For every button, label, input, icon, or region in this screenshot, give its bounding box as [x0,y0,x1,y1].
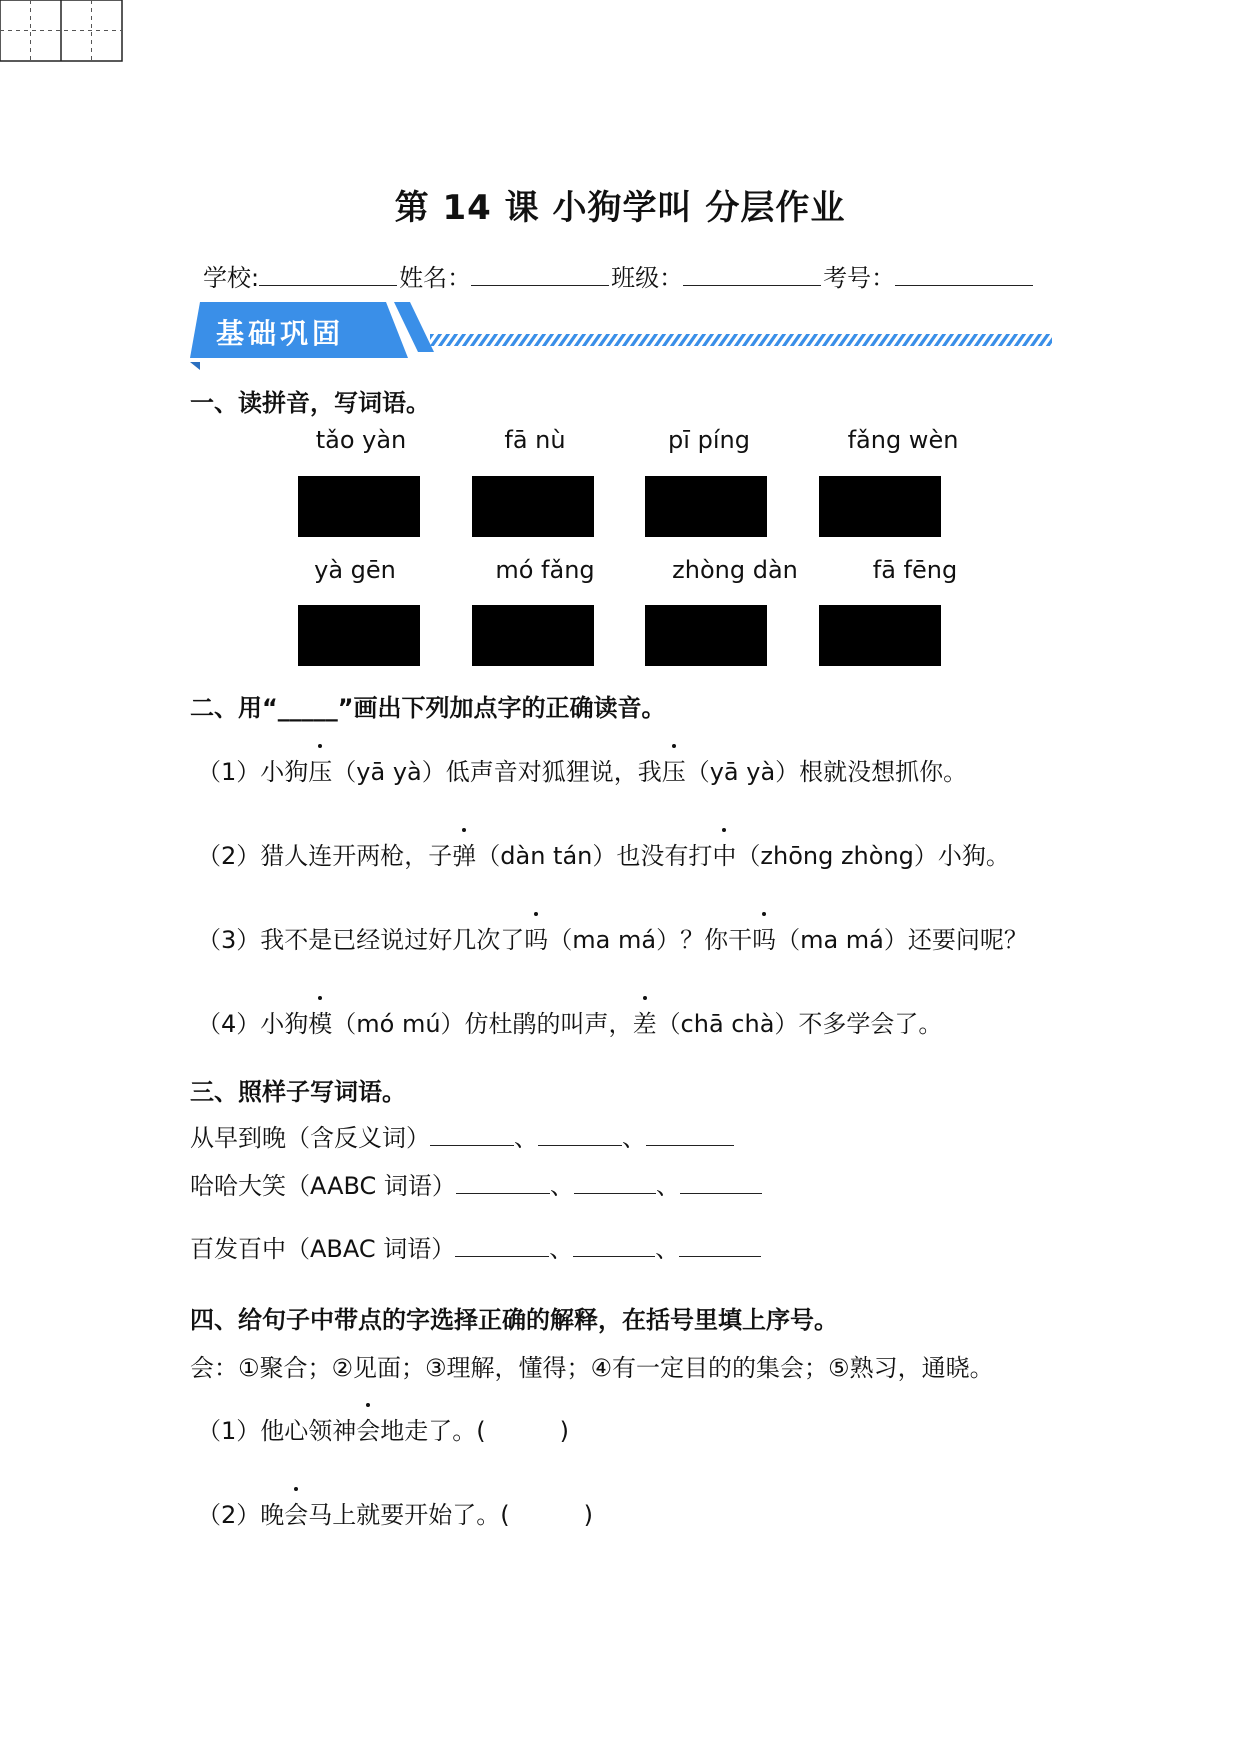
answer-blank[interactable] [574,1171,656,1194]
dotted-char: 压 [662,752,686,787]
q4-sentence-2: （2）晚会马上就要开始了。( ) [197,1495,593,1530]
banner-label: 基础巩固 [216,317,345,350]
class-label: 班级： [611,264,684,292]
answer-blank[interactable] [430,1123,514,1146]
writing-grids [0,0,1240,700]
q3-row-2: 哈哈大笑（AABC 词语） 、 、 [190,1166,762,1201]
dotted-char: 压 [308,752,332,787]
answer-blank[interactable] [456,1171,550,1194]
dotted-char: 会 [284,1495,308,1530]
answer-blank[interactable] [455,1234,549,1257]
pinyin-7: zhòng dàn [672,556,798,584]
dotted-char: 会 [356,1411,380,1446]
dotted-char: 弹 [452,836,476,871]
q3-row-1: 从早到晚（含反义词） 、 、 [190,1118,734,1153]
grid-4[interactable] [819,476,941,537]
pinyin-5: yà gēn [314,556,396,584]
dotted-char: 中 [712,836,736,871]
answer-blank[interactable] [679,1234,761,1257]
school-label: 学校: [203,264,260,292]
question-3-title: 三、照样子写词语。 [190,1078,406,1106]
grid-2[interactable] [472,476,594,537]
q2-sentence-2: （2）猎人连开两枪，子弹（dàn tán）也没有打中（zhōng zhòng）小狗。 [197,836,1010,871]
dotted-char: 模 [308,1004,332,1039]
q4-sentence-1: （1）他心领神会地走了。( ) [197,1411,569,1446]
pinyin-2: fā nù [504,426,566,454]
exam-no-label: 考号： [823,264,896,292]
grid-1[interactable] [298,476,420,537]
dotted-char: 吗 [524,920,548,955]
dotted-char: 差 [633,1004,657,1039]
q3-row-3: 百发百中（ABAC 词语） 、 、 [190,1229,761,1264]
answer-blank[interactable] [646,1123,734,1146]
q2-sentence-3: （3）我不是已经说过好几次了吗（ma má）？你干吗（ma má）还要问呢？ [197,920,1028,955]
grid-5[interactable] [298,605,420,666]
grid-6[interactable] [472,605,594,666]
pinyin-8: fā fēng [872,556,958,584]
pinyin-1: tǎo yàn [315,426,407,454]
answer-blank[interactable] [573,1234,655,1257]
question-1-title: 一、读拼音，写词语。 [190,389,430,417]
name-label: 姓名： [399,264,472,292]
grid-8[interactable] [819,605,941,666]
pinyin-4: fǎng wèn [847,426,959,454]
dotted-char: 吗 [752,920,776,955]
grid-3[interactable] [645,476,767,537]
q4-definitions: 会：①聚合；②见面；③理解，懂得；④有一定目的的集会；⑤熟习，通晓。 [190,1354,994,1382]
pinyin-6: mó fǎng [495,556,595,584]
answer-blank[interactable] [680,1171,762,1194]
q2-sentence-4: （4）小狗模（mó mú）仿杜鹃的叫声，差（chā chà）不多学会了。 [197,1004,942,1039]
grid-7[interactable] [645,605,767,666]
question-4-title: 四、给句子中带点的字选择正确的解释，在括号里填上序号。 [190,1306,838,1334]
page-title: 第 14 课 小狗学叫 分层作业 [394,188,846,228]
answer-blank[interactable] [538,1123,622,1146]
question-2-title: 二、用“_____”画出下列加点字的正确读音。 [190,694,666,722]
q2-sentence-1: （1）小狗压（yā yà）低声音对狐狸说，我压（yā yà）根就没想抓你。 [197,752,967,787]
pinyin-3: pī píng [668,426,750,454]
